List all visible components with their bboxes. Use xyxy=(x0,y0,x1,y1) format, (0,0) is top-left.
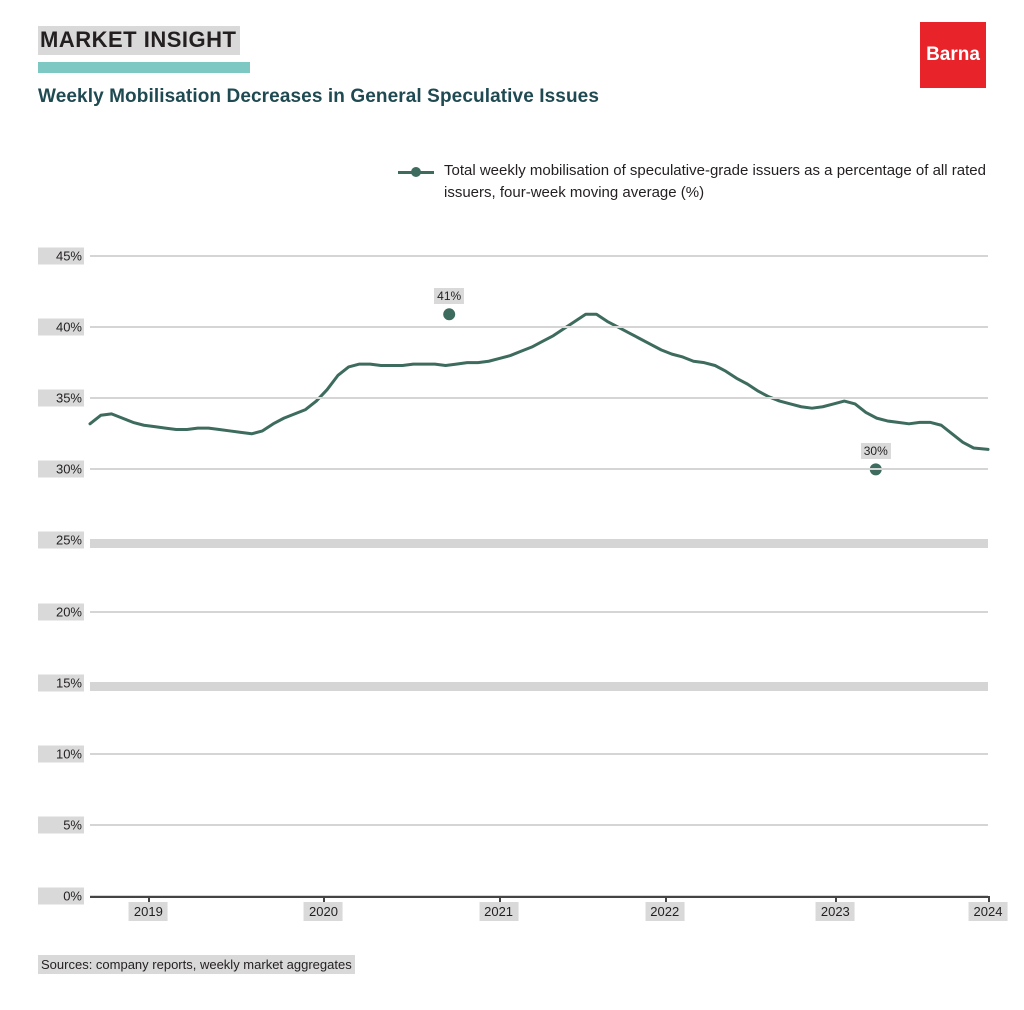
chart-legend xyxy=(398,160,998,204)
grid-line xyxy=(90,468,988,470)
kicker-underline xyxy=(38,62,250,73)
y-tick-label: 25% xyxy=(38,532,84,549)
x-tick-label: 2023 xyxy=(816,902,855,921)
x-tick-label: 2021 xyxy=(479,902,518,921)
grid-line xyxy=(90,824,988,826)
data-point-label: 41% xyxy=(434,288,464,304)
grid-line xyxy=(90,611,988,613)
grid-line xyxy=(90,326,988,328)
page-title: Weekly Mobilisation Decreases in General Speculative Issues xyxy=(38,86,600,108)
x-tick-label: 2020 xyxy=(304,902,343,921)
x-tick-label: 2019 xyxy=(129,902,168,921)
source-note: Sources: company reports, weekly market aggregates xyxy=(38,955,355,974)
y-tick-label: 5% xyxy=(38,816,84,833)
y-tick-label: 40% xyxy=(38,319,84,336)
y-tick-label: 45% xyxy=(38,248,84,265)
x-axis xyxy=(90,896,988,898)
grid-line xyxy=(90,682,988,691)
grid-line xyxy=(90,539,988,548)
data-point-label: 30% xyxy=(861,443,891,459)
series-line xyxy=(90,256,988,896)
y-tick-label: 20% xyxy=(38,603,84,620)
y-tick-label: 10% xyxy=(38,745,84,762)
y-tick-label: 30% xyxy=(38,461,84,478)
grid-line xyxy=(90,753,988,755)
kicker-label: MARKET INSIGHT xyxy=(38,26,240,55)
grid-line xyxy=(90,255,988,257)
y-tick-label: 35% xyxy=(38,390,84,407)
grid-line xyxy=(90,397,988,399)
y-tick-label: 0% xyxy=(38,888,84,905)
plot-area xyxy=(55,248,988,904)
y-tick-label: 15% xyxy=(38,674,84,691)
brand-logo: Barna xyxy=(920,22,986,88)
legend-label: Total weekly mobilisation of speculative-grade issuers as a percentage of all rated issuers, four-week moving average (%) xyxy=(444,162,986,201)
header xyxy=(38,26,986,108)
x-tick-label: 2024 xyxy=(969,902,1008,921)
legend-line-icon xyxy=(398,171,434,174)
chart-container xyxy=(38,238,1003,919)
x-tick-label: 2022 xyxy=(645,902,684,921)
